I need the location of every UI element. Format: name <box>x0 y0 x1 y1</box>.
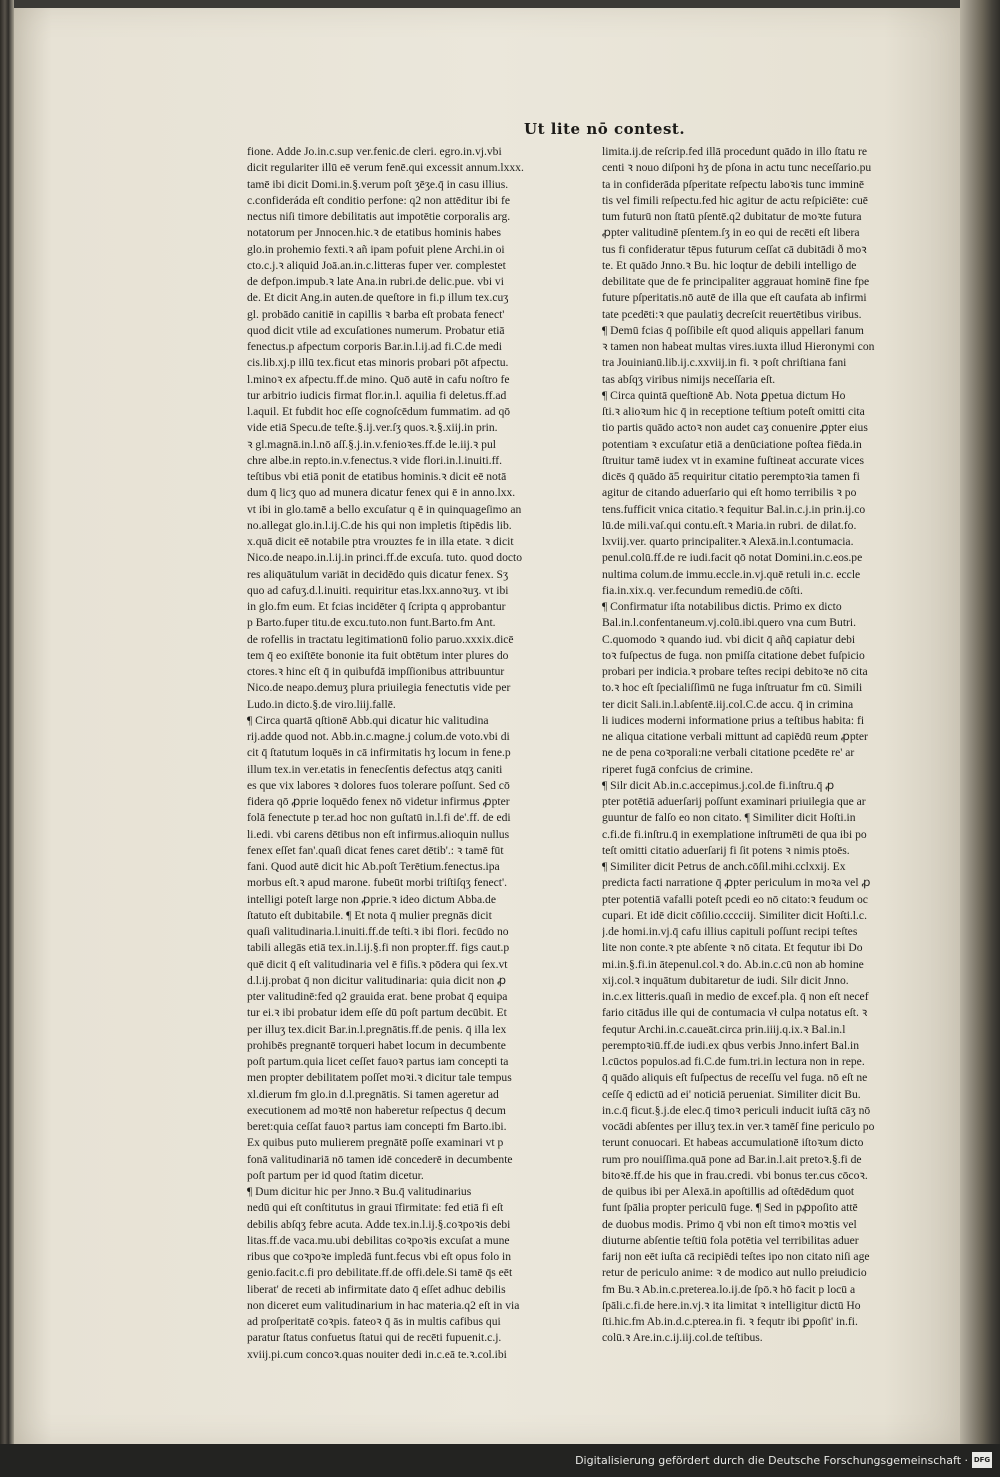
text-line: te. Et quādo Jnno.ꝛ Bu. hic loqtur de debili intelligo de <box>602 258 857 272</box>
text-line: xviij.pi.cum concoꝛ.quas nouiter dedi in.c.eā te.ꝛ.col.ibi <box>247 1347 507 1361</box>
text-line: xij.col.ꝛ inquātum dubitaretur de iudi. Silr dicit Jnno. <box>602 973 849 987</box>
text-line: ¶ Demū fcias q̄ poſſibile eſt quod aliquis appellari fanum <box>602 323 864 337</box>
text-line: riperet fugā confcius de crimine. <box>602 762 753 776</box>
text-line: li.edi. vbi carens dētibus non eſt infirmus.alioquin nullus <box>247 827 510 841</box>
text-line: to.ꝛ hoc eſt ſpecialiſſimū ne fuga inſtruatur fm cū. Simili <box>602 681 863 695</box>
text-line: debilis abſqʒ febre acuta. Adde tex.in.l.ij.§.coꝛpoꝛis debi <box>247 1217 511 1231</box>
text-line: fenex eſſet fan'.quaſi dicat fenes caret dētib'.: ꝛ tamē fūt <box>247 843 504 857</box>
text-line: l.cūctos populos.ad fi.C.de fum.tri.in lectura non in repe. <box>602 1055 865 1068</box>
text-line: folā fenectute p ter.ad hoc non guſtatū in.l.fi de'.ff. de edi <box>247 811 511 825</box>
text-line: dum q̄ licʒ quo ad munera dicatur fenex qui ē in anno.lxx. <box>247 486 516 500</box>
text-line: de. Et dicit Ang.in auten.de queſtore in fi.p illum tex.cuʒ <box>247 291 509 305</box>
text-line: ꝓpter valitudinē pſentem.ſʒ in eo qui de recēti eſt libera <box>602 226 860 240</box>
text-line: notatorum per Jnnocen.hic.ꝛ de etatibus hominis habes <box>247 226 502 240</box>
text-line: teſtibus vbi etiā ponit de etatibus hominis.ꝛ dicit eē notā <box>247 470 507 483</box>
text-line: funt ſpālia propter periculū fuge. ¶ Sed in pꝓpoſito attē <box>602 1201 858 1215</box>
text-line: ¶ Silr dicit Ab.in.c.accepimus.j.col.de fi.inſtru.q̄ ꝓ <box>602 778 835 792</box>
footer-credit: Digitalisierung gefördert durch die Deutsche Forschungsgemeinschaft · <box>575 1454 968 1467</box>
text-line: litas.ff.de vaca.mu.ubi debilitas coꝛpoꝛis excuſat a mune <box>247 1233 510 1247</box>
text-line: c.fi.de fi.inſtru.q̄ in exemplatione inſtrumēti de qua ibi po <box>602 827 867 841</box>
book-page <box>14 8 960 1444</box>
text-line: prohibēs pregnantē torqueri habet locum in decumbente <box>247 1038 506 1052</box>
text-line: genio.facit.c.fi pro debilitate.ff.de offi.dele.Si tamē q̄s eēt <box>247 1266 513 1280</box>
text-line: fidera qō ꝓprie loquēdo fenex nō videtur infirmus ꝓpter <box>247 795 510 808</box>
text-line: tio partis quādo actoꝛ non audet caʒ conuenire ꝓpter eius <box>602 421 868 435</box>
text-line: ¶ Circa quartā qſtionē Abb.qui dicatur hic valitudina <box>247 713 489 727</box>
text-line: toꝛ fuſpectus de fuga. non pmiſſa citatione debet fuſpicio <box>602 648 865 662</box>
text-line: ¶ Similiter dicit Petrus de anch.cōſil.mihi.cclxxij. Ex <box>602 860 846 873</box>
text-line: fm Bu.ꝛ Ab.in.c.preterea.lo.ij.de ſpō.ꝛ hō facit p locū a <box>602 1282 856 1296</box>
text-line: tur ei.ꝛ ibi probatur idem eſſe dū poſt partum decūbit. Et <box>247 1006 507 1020</box>
text-line: x.quā dicit eē notabile ptra vrouztes fe in illa etate. ꝛ dicit <box>247 535 514 548</box>
text-line: beret:quia ceſſat fauoꝛ partus iam concepti fm Barto.ibi. <box>247 1120 507 1133</box>
text-line: es que vix labores ꝛ dolores fuos tolerare poſſunt. Sed cō <box>247 778 510 792</box>
text-line: rum pro nouiſſima.quā pone ad Bar.in.l.ait pretoꝛ.§.fi de <box>602 1152 862 1166</box>
text-line: rij.adde quod not. Abb.in.c.magne.j colum.de voto.vbi di <box>247 730 510 743</box>
text-line: peremptoꝛiū.ff.de iudi.ex qbus verbis Jnno.infert Bal.in <box>602 1038 860 1052</box>
text-line: C.quomodo ꝛ quando iud. vbi dicit q̄ añq̄ capiatur debi <box>602 632 856 646</box>
text-line: de rofellis in tractatu legitimationū folio paruo.xxxix.dicē <box>247 632 514 646</box>
text-line: poſt partum.quia licet ceſſet fauoꝛ partus iam concepti ta <box>247 1055 509 1068</box>
text-line: guuntur de falſo eo non citato. ¶ Similiter dicit Hoſti.in <box>602 811 856 825</box>
text-line: Bal.in.l.confentaneum.vj.colū.ibi.quero vna cum Butri. <box>602 616 857 630</box>
text-line: vocādi abſentes per illuʒ tex.in ver.ꝛ tamēſ fine periculo po <box>602 1120 875 1133</box>
text-line: ctores.ꝛ hinc eſt q̄ in quibufdā impſſionibus attribuuntur <box>247 665 505 678</box>
text-line: ter dicit Sali.in.l.abſentē.iij.col.C.de accu. q̄ in crimina <box>602 697 854 711</box>
text-line: ¶ Dum dicitur hic per Jnno.ꝛ Bu.q̄ valitudinarius <box>247 1185 472 1198</box>
text-line: no.allegat glo.in.l.ij.C.de his qui non impletis ſtipēdis lib. <box>247 518 512 532</box>
text-line: j.de homi.in.vj.q̄ cafu illius capituli poſſunt recipi teſtes <box>602 925 858 938</box>
text-line: ſpāli.c.fi.de here.in.vj.ꝛ ita limitat ꝛ intelligitur dictū Ho <box>602 1298 861 1312</box>
text-line: fenectus.p afpectum corporis Bar.in.l.ij.ad fi.C.de medi <box>247 340 502 353</box>
text-line: farij non eēt iuſta cā recipiēdi teſtes ipo non citato niſi age <box>602 1250 870 1263</box>
text-line: bitoꝛē.ff.de his que in frau.credi. vbi bonus ter.cus cōcoꝛ. <box>602 1168 868 1182</box>
text-line: quo ad cafuʒ.d.l.inuiti. requiritur etas.lxx.annoꝛuʒ. vt ibi <box>247 583 509 597</box>
text-line: cit q̄ ſtatutum loquēs in cā infirmitatis hʒ locum in fene.p <box>247 746 511 760</box>
text-line: tur arbitrio iudicis firmat flor.in.l. aquilia fi deletus.ff.ad <box>247 388 507 402</box>
text-line: vide etiā Specu.de teſte.§.ij.ver.ſʒ quos.ꝛ.§.xiij.in prin. <box>247 421 498 435</box>
text-line: ta in confiderāda pſperitate reſpectu laboꝛis tunc imminē <box>602 177 865 191</box>
text-line: p Barto.fuper titu.de excu.tuto.non funt.Barto.fm Ant. <box>247 616 496 630</box>
text-line: terunt conuocari. Et habeas accumulationē iſtoꝛum dicto <box>602 1136 864 1150</box>
text-line: d.l.ij.probat q̄ non dicitur valitudinaria: quia dicit non ꝓ <box>247 973 507 987</box>
text-line: tus fi confideratur tēpus futurum ceſſat cā dubitādi ð moꝛ <box>602 242 867 256</box>
text-line: q̄ quādo aliquis eſt fuſpectus de receſſu vel fuga. nō eſt ne <box>602 1071 868 1085</box>
text-line: Ludo.in dicto.§.de viro.liij.fallē. <box>247 697 396 711</box>
text-line: ¶ Confirmatur iſta notabilibus dictis. Primo ex dicto <box>602 600 842 613</box>
page-stack-edge <box>960 0 1000 1444</box>
text-line: ꝛ tamen non habeat multas vires.iuxta illud Hieronymi con <box>602 340 875 353</box>
text-line: ne aliqua citatione verbali mittunt ad capiēdū reum ꝓpter <box>602 730 868 743</box>
text-line: vt ibi in glo.tamē a bello excuſatur q ē in quinquageſimo an <box>247 502 522 516</box>
text-line: diuturne abſentie teſtiū fola potētia vel terribilitas aduer <box>602 1233 859 1247</box>
text-line: men propter debilitatem poſſet moꝛi.ꝛ dicitur tale tempus <box>247 1071 512 1085</box>
digitization-footer <box>0 1444 1000 1477</box>
text-line: fequtur Archi.in.c.caueāt.circa prin.iiij.q.ix.ꝛ Bal.in.l <box>602 1022 846 1036</box>
text-line: tamē ibi dicit Domi.in.§.verum poſt ʒēʒe.q̄ in casu illius. <box>247 177 509 191</box>
text-line: Nico.de neapo.demuʒ plura priuilegia fenectutis vide per <box>247 681 511 695</box>
text-line: dicit regulariter illū eē verum fenē.qui excessit annum.lxxx. <box>247 161 524 175</box>
text-line: nectus niſi timore debilitatis aut impotētie corporalis arg. <box>247 210 511 223</box>
text-line: res aliquātulum variāt in decidēdo quis dicatur fenex. Sʒ <box>247 567 509 581</box>
text-line: tate pcedēti:ꝛ que paulatiʒ decreſcit reuertētibus viribus. <box>602 307 862 321</box>
text-line: ceſſe q̄ edictū ad ei' noticiā perueniat. Similiter dicit Bu. <box>602 1087 861 1101</box>
text-line: de duobus modis. Primo q̄ vbi non eſt timoꝛ moꝛtis vel <box>602 1217 857 1231</box>
text-line: probari per indicia.ꝛ probare teſtes recipi debitoꝛe nō cita <box>602 665 868 678</box>
text-line: ¶ Circa quintā queſtionē Ab. Nota ꝑpetua dictum Ho <box>602 388 846 402</box>
text-line: xl.dierum fm glo.in d.l.pregnātis. Si tamen ageretur ad <box>247 1087 499 1101</box>
text-line: dicēs q̄ quādo ā5 requiritur citatio peremptoꝛia tamen fi <box>602 470 860 483</box>
text-line: executionem ad moꝛtē non haberetur reſpectus q̄ decum <box>247 1103 506 1117</box>
text-line: ſti.ꝛ alioꝛum hic q̄ in receptione teſtium poteſt omitti cita <box>602 405 865 418</box>
text-line: cupari. Et idē dicit cōſilio.cccciij. Similiter dicit Hoſti.l.c. <box>602 908 867 922</box>
text-line: ne de pena coꝛporali:ne verbali citatione pcedēte re' ar <box>602 746 855 760</box>
text-line: paratur ſtatus confuetus ſtatui qui de recēti fupuenit.c.j. <box>247 1331 502 1345</box>
text-line: fonā valitudinariā nō tamen idē concederē in decumbente <box>247 1152 513 1166</box>
text-line: glo.in prohemio fexti.ꝛ añ ipam pofuit plene Archi.in oi <box>247 242 505 256</box>
text-line: gl. probādo canitiē in capillis ꝛ barba eſt probata fenect' <box>247 307 505 321</box>
text-line: limita.ij.de reſcrip.fed illā procedunt quādo in illo ſtatu re <box>602 145 867 158</box>
text-line: agitur de citando aduerſario qui eſt homo terribilis ꝛ po <box>602 486 857 500</box>
text-line: Nico.de neapo.in.l.ij.in princi.ff.de excuſa. tuto. quod docto <box>247 551 523 565</box>
text-line: nedū qui eſt conſtitutus in graui īfirmitate: fed etiā fi eſt <box>247 1201 504 1215</box>
text-line: tens.fufficit vnica citatio.ꝛ fequitur Bal.in.c.j.in prin.ij.co <box>602 502 866 516</box>
text-line: per illuʒ tex.dicit Bar.in.l.pregnātis.ff.de penis. q̄ illa lex <box>247 1022 507 1036</box>
text-line: colū.ꝛ Are.in.c.ij.iij.col.de teſtibus. <box>602 1331 763 1345</box>
text-line: cto.c.j.ꝛ aliquid Joā.an.in.c.litteras fuper ver. complestet <box>247 258 506 272</box>
text-line: debilitate que de fe principaliter aggrauat hominē fine fpe <box>602 275 870 288</box>
text-line: illum tex.in ver.etatis in fenecſentis defectus atqʒ caniti <box>247 762 503 776</box>
text-line: penul.colū.ff.de re iudi.facit qō notat Domini.in.c.eos.pe <box>602 551 863 565</box>
text-line: fani. Quod autē dicit hic Ab.poſt Terētium.fenectus.ipa <box>247 860 500 873</box>
text-line: tas abſqʒ viribus nimijs neceſſaria eſt. <box>602 372 776 386</box>
text-line: lū.de mili.vaſ.qui contu.eſt.ꝛ Maria.in rubri. de dilat.fo. <box>602 518 857 532</box>
text-column-right <box>602 144 902 1347</box>
text-line: Ex quibus puto mulierem pregnātē poſſe examinari vt p <box>247 1136 504 1150</box>
text-line: chre albe.in repto.in.v.fenectus.ꝛ vide flori.in.l.inuiti.ff. <box>247 453 503 467</box>
text-line: poſt partum per id quod ſtatim dicetur. <box>247 1168 424 1182</box>
text-line: c.confideráda eſt conditio perfone: q2 non attēditur ibi fe <box>247 193 511 207</box>
text-line: fario citādus ille qui de contumacia vł culpa notatus eſt. ꝛ <box>602 1006 868 1020</box>
dfg-logo: DFG <box>972 1452 992 1468</box>
text-line: quod dicit vtile ad excuſationes numerum. Probatur etiā <box>247 323 505 337</box>
text-line: li iudices moderni informatione prius a teſtibus habita: fi <box>602 713 865 727</box>
text-line: de quibus ibi per Alexā.in apoſtillis ad oſtēdēdum quot <box>602 1185 855 1198</box>
text-line: in glo.fm eum. Et fcias incidēter q̄ ſcripta q approbantur <box>247 600 506 613</box>
text-line: tis vel fimili reſpectu.fed hic agitur de actu reſpiciēte: cuē <box>602 193 868 207</box>
text-line: nultima colum.de immu.eccle.in.vj.quē retuli in.c. eccle <box>602 567 861 581</box>
text-line: ribus que coꝛpoꝛe impledā funt.fecus vbi eſt opus folo in <box>247 1250 512 1263</box>
text-line: ſtatuto eſt dubitabile. ¶ Et nota q̄ mulier pregnās dicit <box>247 908 492 922</box>
text-column-left <box>247 144 557 1363</box>
text-line: l.minoꝛ ex afpectu.ff.de mino. Quō autē in cafu noſtro fe <box>247 372 510 386</box>
text-line: ſti.hic.fm Ab.in.d.c.pterea.in fi. ꝛ fequtr ibi ꝑpoſit' in.fi. <box>602 1315 858 1328</box>
text-line: non diceret eum valitudinarium in hac materia.q2 eſt in via <box>247 1298 520 1312</box>
book-spine-edge <box>0 0 14 1444</box>
text-line: pter potentiā vafalli poteſt pcedi eo nō citato:ꝛ feudum oc <box>602 892 868 906</box>
text-line: in.c.q̄ ficut.§.j.de elec.q̄ timoꝛ periculi inducit iuſtā cāʒ nō <box>602 1103 871 1117</box>
text-line: quaſi valitudinaria.l.inuiti.ff.de teſti.ꝛ ibi flori. fecūdo no <box>247 925 509 938</box>
text-line: future pſperitatis.nō autē de illa que eſt caufata ab infirmi <box>602 291 867 305</box>
text-line: de defpon.impub.ꝛ late Ana.in rubri.de delic.pue. vbi vi <box>247 275 504 288</box>
text-line: ſtruitur tamē iudex vt in examine fuſtineat accurate vices <box>602 453 865 467</box>
text-line: retur de periculo anime: ꝛ de modico aut nullo preiudicio <box>602 1266 867 1280</box>
text-line: tabili allegās etiā tex.in.l.ij.§.fi non propter.ff. figs caut.p <box>247 941 510 955</box>
text-line: in.c.ex litteris.quaſi in medio de excef.pla. q̄ non eſt necef <box>602 990 869 1003</box>
text-line: l.aquil. Et fubdit hoc eſſe cognoſcēdum fummatim. ad qō <box>247 405 511 418</box>
text-line: fione. Adde Jo.in.c.sup ver.fenic.de cleri. egro.in.vj.vbi <box>247 145 502 158</box>
text-line: quē dicit q̄ eſt valitudinaria vel ē fiſis.ꝛ pōdera qui ſex.vt <box>247 957 508 971</box>
text-line: ꝛ gl.magnā.in.l.nō aſſ.§.j.in.v.fenioꝛes.ff.de le.iij.ꝛ pul <box>247 437 496 451</box>
text-line: intelligi poteſt large non ꝓprie.ꝛ ideo dictum Abba.de <box>247 892 496 906</box>
text-line: lite non conte.ꝛ pte abſente ꝛ nō citata. Et fequtur ibi Do <box>602 941 863 955</box>
text-line: teſt omitti citatio aduerſarij fi ſit potens ꝛ nimis ptoēs. <box>602 843 850 857</box>
text-line: cis.lib.xj.p illū tex.ficut etas minoris probari pōt afpectu. <box>247 356 509 370</box>
text-line: mi.in.§.fi.in ātepenul.col.ꝛ do. Ab.in.c.cū non ab homine <box>602 957 864 971</box>
text-line: tum futurū non ſtatū pſentē.q2 dubitatur de moꝛte futura <box>602 210 862 223</box>
text-line: tra Jouinianū.lib.ij.c.xxviij.in fi. ꝛ poſt chriſtiana fani <box>602 356 847 370</box>
text-line: ad proſperitatē coꝛpis. fateoꝛ q̄ ās in multis cafibus qui <box>247 1315 501 1328</box>
text-line: predicta facti narratione q̄ ꝓpter periculum in moꝛa vel ꝓ <box>602 876 871 890</box>
text-line: tem q̄ eo exiſtēte bononie ita fuit obtētum inter plures do <box>247 648 509 662</box>
text-line: centi ꝛ nouo diſponi hʒ de pſona in actu tunc neceſſario.pu <box>602 161 872 175</box>
running-head: Ut lite nō contest. <box>524 120 686 138</box>
text-line: fia.in.xix.q. ver.fecundum remediū.de cōſti. <box>602 583 803 597</box>
text-line: potentiam ꝛ excuſatur etiā a denūciatione poſtea fiēda.in <box>602 437 862 451</box>
text-line: lxviij.ver. quarto principaliter.ꝛ Alexā.in.l.contumacia. <box>602 535 854 548</box>
text-line: morbus eſt.ꝛ apud marone. fubeūt morbi triſtiſqʒ fenect'. <box>247 876 507 890</box>
text-line: pter valitudinē:fed q2 grauida erat. bene probat q̄ equipa <box>247 990 508 1003</box>
text-line: liberat' de receti ab infirmitate dato q̄ eſſet adhuc debilis <box>247 1282 506 1296</box>
text-line: pter potētiā aduerſarij poſſunt examinari priuilegia que ar <box>602 795 866 808</box>
